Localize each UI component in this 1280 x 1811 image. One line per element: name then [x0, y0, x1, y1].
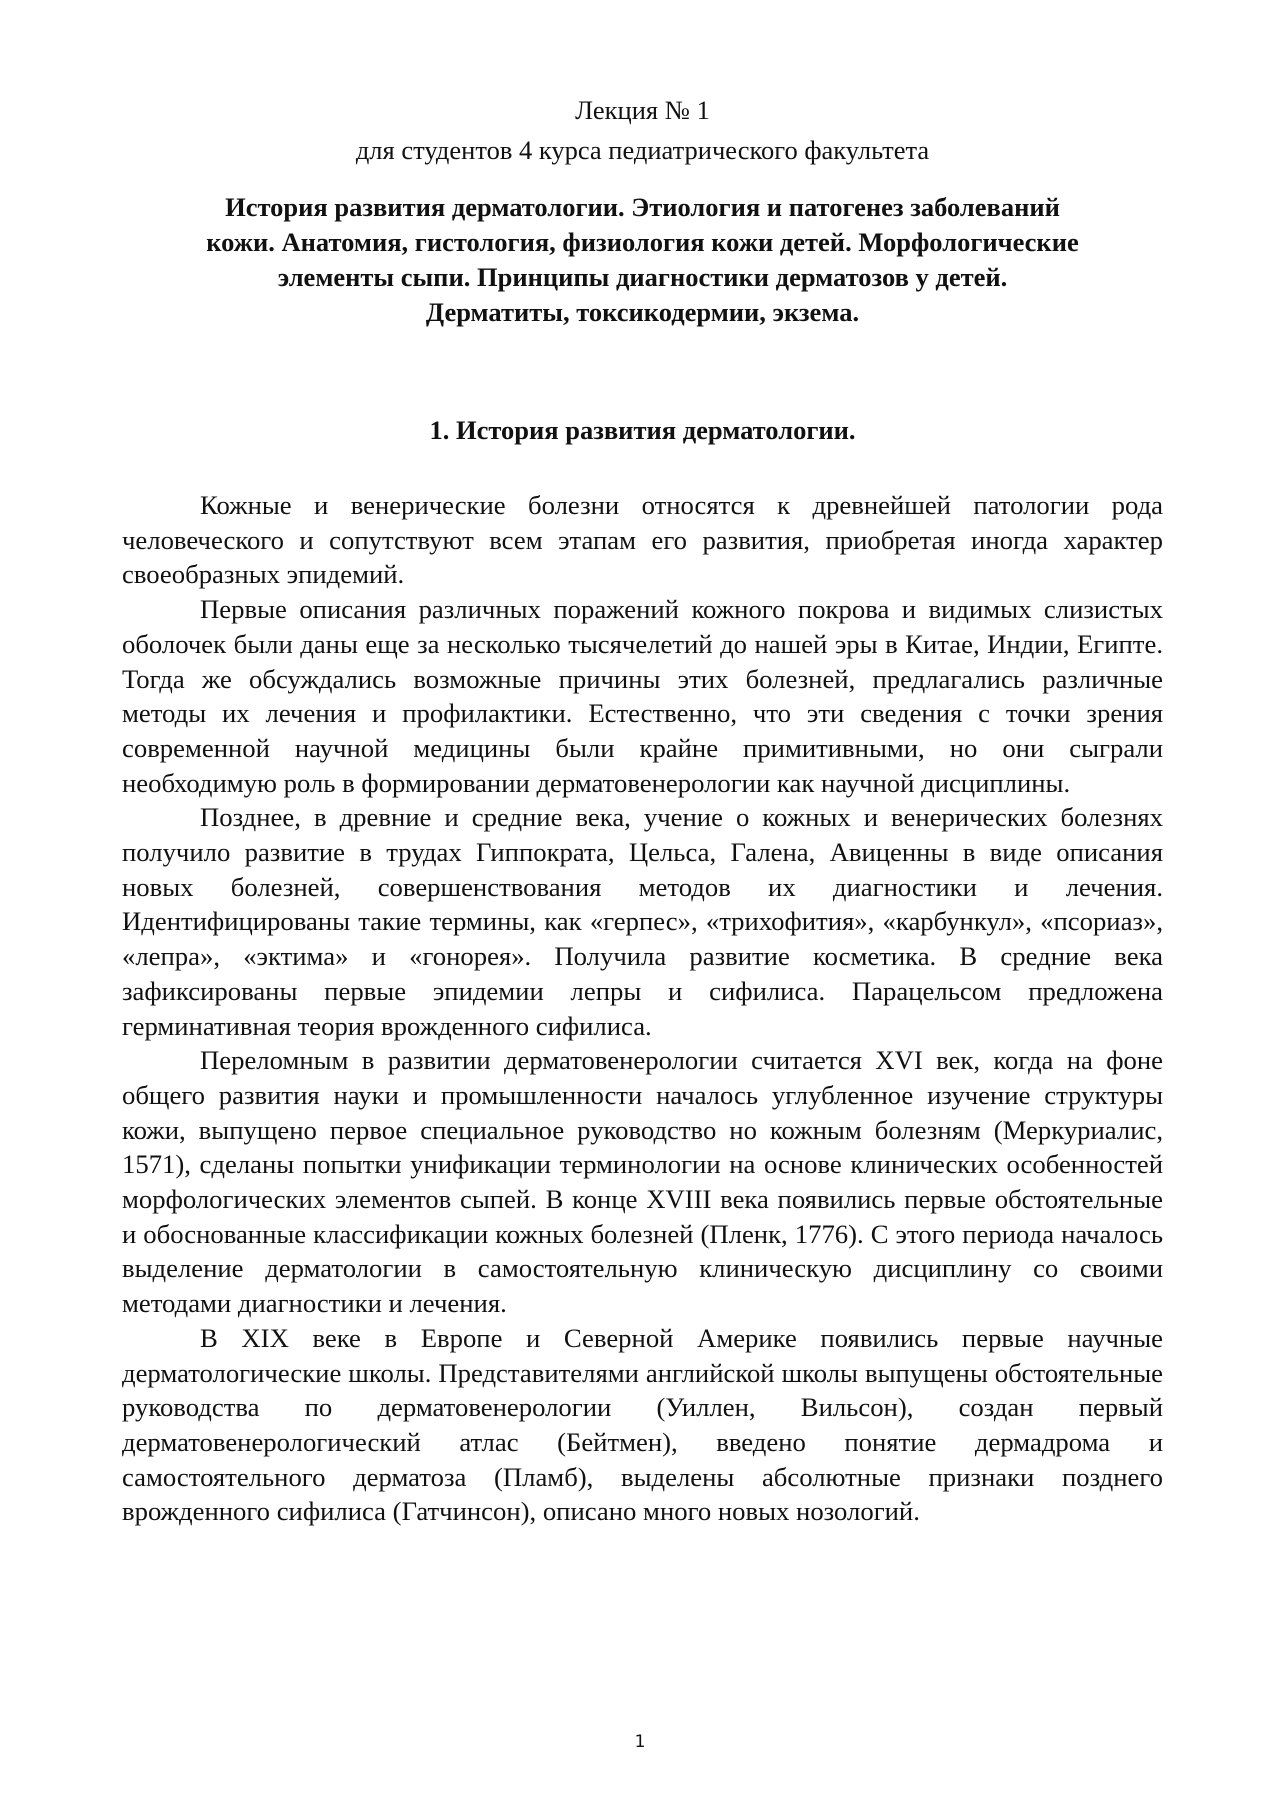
section-body	[122, 488, 1163, 1529]
page-number: 1	[634, 1732, 646, 1752]
lecture-title-line: Дерматиты, токсикодермии, экзема.	[425, 297, 860, 327]
lecture-title-line: История развития дерматологии. Этиология и патогенез заболеваний	[225, 192, 1060, 222]
body-paragraph: Кожные и венерические болезни относятся к древнейшей патологии рода человеческого и сопутствуют всем этапам его развития, приобретая иногда характер своеобразных эпидемий.	[122, 490, 1163, 590]
body-paragraph: Позднее, в древние и средние века, учение о кожных и венерических болезнях получило развитие в трудах Гиппократа, Цельса, Галена, Авиценны в виде описания новых болезней, совершенствования методов их диагностики и лечения. Идентифицированы такие термины, как «герпес», «трихофития», «карбункул», «псориаз», «лепра», «эктима» и «гонорея». Получила развитие косметика. В средние века зафиксированы первые эпидемии лепры и сифилиса. Парацельсом предложена герминативная теория врожденного сифилиса.	[122, 802, 1163, 1041]
section-heading: 1. История развития дерматологии.	[429, 415, 856, 445]
lecture-number: Лекция № 1	[575, 95, 710, 125]
lecture-title-line: элементы сыпи. Принципы диагностики дерматозов у детей.	[277, 262, 1008, 292]
body-paragraph: В XIX веке в Европе и Северной Америке появились первые научные дерматологические школы. Представителями английской школы выпущены обстоятельные руководства по дерматовенерологии (Уиллен, Вильсон), создан первый дерматовенерологический атлас (Бейтмен), введено понятие дермадрома и самостоятельного дерматоза (Пламб), выделены абсолютные признаки позднего врожденного сифилиса (Гатчинсон), описано много новых нозологий.	[122, 1322, 1163, 1527]
body-paragraph: Переломным в развитии дерматовенерологии считается XVI век, когда на фоне общего развития науки и промышленности началось углубленное изучение структуры кожи, выпущено первое специальное руководство но кожным болезням (Меркуриалис, 1571), сделаны попытки унификации терминологии на основе клинических особенностей морфологических элементов сыпей. В конце XVIII века появились первые обстоятельные и обоснованные классификации кожных болезней (Пленк, 1776). С этого периода началось выделение дерматологии в самостоятельную клиническую дисциплину со своими методами диагностики и лечения.	[122, 1045, 1163, 1319]
lecture-audience: для студентов 4 курса педиатрического факультета	[355, 135, 930, 165]
body-paragraph: Первые описания различных поражений кожного покрова и видимых слизистых оболочек были даны еще за несколько тысячелетий до нашей эры в Китае, Индии, Египте. Тогда же обсуждались возможные причины этих болезней, предлагались различные методы их лечения и профилактики. Естественно, что эти сведения с точки зрения современной научной медицины были крайне примитивными, но они сыграли необходимую роль в формировании дерматовенерологии как научной дисциплины.	[122, 594, 1163, 798]
lecture-title-line: кожи. Анатомия, гистология, физиология кожи детей. Морфологические	[206, 227, 1079, 257]
page-content	[122, 90, 1163, 1529]
lecture-title	[122, 190, 1163, 330]
